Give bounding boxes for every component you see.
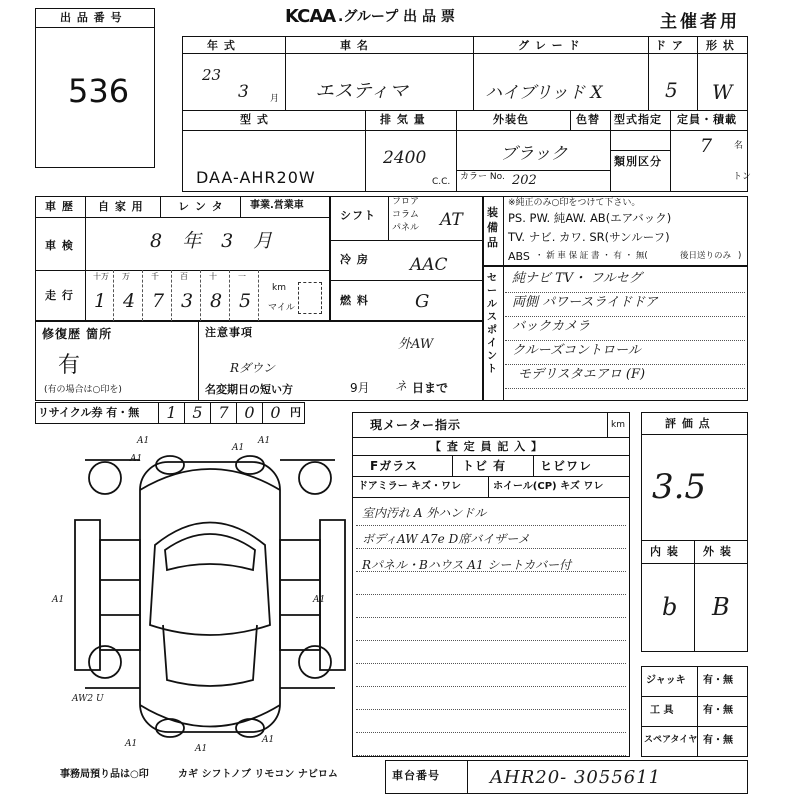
mileage-cell: [172, 270, 201, 321]
ac-label: 冷 房: [340, 253, 369, 266]
year-label: 年 式: [207, 39, 236, 52]
remark-rule: [356, 640, 626, 641]
equipment-note: ※純正のみ○印をつけて下さい。: [508, 198, 641, 208]
inspector-remark: Rパネル・Bハウス A1 シートカバー付: [362, 558, 572, 572]
mileage-unit-label: 十万: [93, 272, 109, 281]
displacement-label: 排 気 量: [380, 113, 426, 126]
divider: [198, 321, 199, 401]
shift-panel: パネル: [392, 223, 420, 233]
divider: [697, 36, 698, 110]
diagram-mark-1: A1: [137, 436, 150, 446]
front-right-lamp: [236, 456, 264, 474]
year-month: 3: [238, 82, 249, 102]
shift-label: シフト: [340, 209, 376, 222]
ac-value: AAC: [410, 255, 448, 275]
diagram-mark-4: A1: [130, 454, 143, 464]
mileage-digit: 3: [181, 290, 194, 312]
organizer-label: 主催者用: [660, 12, 740, 32]
divider: [641, 434, 748, 435]
divider: [330, 280, 483, 281]
logo: KCAA: [285, 6, 336, 27]
inspector-label: 【 査 定 員 記 入 】: [430, 440, 543, 453]
jack-yes-no[interactable]: 有・無: [703, 675, 733, 686]
selling-point: 両側 パワースライドドア: [512, 295, 658, 310]
front-left-wheel: [89, 462, 121, 494]
diagram-mark-9: AW2 U: [72, 694, 104, 704]
diagram-mark-7: A1: [195, 744, 208, 754]
km-checkbox[interactable]: [298, 282, 322, 314]
diagram-mark-5: A1: [52, 595, 65, 605]
remark-rule: [356, 686, 626, 687]
notes-label: 注意事項: [205, 326, 253, 339]
mileage-unit-label: 一: [238, 272, 246, 281]
km-unit: km: [272, 283, 286, 293]
divider: [473, 36, 474, 110]
selling-point: 純ナビ TV・ フルセグ: [512, 271, 642, 286]
remark-rule: [356, 617, 626, 618]
recycle-digit: 1: [158, 402, 184, 424]
exterior-label: 外 装: [703, 545, 732, 558]
divider: [285, 36, 286, 110]
repaint-label: 色替: [576, 113, 600, 126]
selling-point: バックカメラ: [512, 319, 591, 334]
chassis-value: AHR20- 3055611: [490, 767, 662, 788]
divider: [352, 497, 630, 498]
name-change-label: 名変期日の短い方: [205, 383, 293, 396]
name-change-month: 9月: [350, 381, 370, 395]
warranty-later: 後日送りのみ: [680, 251, 732, 261]
diagram-mark-8: A1: [262, 735, 275, 745]
year-era: 23: [202, 66, 222, 84]
color-number-label: カラー No.: [460, 172, 505, 182]
month-unit: 月: [270, 94, 280, 104]
equipment-line-2: TV. ナビ. カワ. SR(サンルーフ): [508, 230, 670, 244]
capacity-unit: 名: [734, 141, 744, 151]
shift-column: コラム: [392, 210, 419, 220]
shape-value: W: [712, 80, 733, 104]
glass-crack: ヒビワレ: [540, 459, 593, 473]
office-note: 事務局預り品は○印: [60, 769, 149, 780]
grade-label: グ レ ー ド: [518, 39, 581, 52]
glass-label: Fガラス: [370, 459, 418, 473]
divider: [352, 455, 630, 456]
rear-line: [140, 705, 280, 727]
history-business: 事業.営業車: [250, 200, 304, 211]
ton-unit: トン: [733, 172, 752, 182]
divider: [35, 27, 155, 28]
selling-point-rule: [505, 388, 745, 389]
car-name-label: 車 名: [340, 39, 369, 52]
mileage-cell: [230, 270, 259, 321]
recycle-unit: 円: [290, 406, 301, 419]
shape-label: 形 状: [706, 39, 735, 52]
divider: [570, 110, 571, 130]
fuel-value: G: [415, 291, 430, 312]
meter-unit: km: [611, 420, 625, 430]
meter-label: 現メーター指示: [370, 418, 462, 432]
equipment-line-1: PS. PW. 純AW. AB(エアバック): [508, 211, 672, 225]
left-side-panel: [100, 540, 140, 650]
mileage-unit-label: 十: [209, 272, 217, 281]
name-change-until: 日まで: [412, 381, 449, 395]
office-items: カギ シフトノブ リモコン ナビロム: [178, 769, 338, 780]
spare-yes-no[interactable]: 有・無: [703, 735, 733, 746]
capacity-value: 7: [700, 135, 713, 157]
divider: [456, 110, 457, 192]
front-left-lamp: [156, 456, 184, 474]
divider: [641, 726, 748, 727]
mileage-cell: [114, 270, 143, 321]
diagram-mark-3: A1: [232, 443, 245, 453]
selling-point-rule: [505, 292, 745, 293]
divider: [694, 540, 695, 652]
divider: [240, 196, 241, 217]
interior-label: 内 装: [650, 545, 679, 558]
type-spec-label: 型式指定: [614, 113, 662, 126]
lot-number-label: 出 品 番 号: [60, 11, 123, 24]
remark-rule: [356, 548, 626, 549]
repair-label: 修復歴 箇所: [42, 327, 113, 341]
recycle-digit: 0: [236, 402, 262, 424]
history-private: 自 家 用: [98, 200, 144, 213]
interior-score: b: [662, 593, 678, 621]
selling-points-label: セールスポイント: [487, 273, 498, 375]
name-change-day: ネ: [395, 379, 408, 393]
mileage-label: 走 行: [45, 289, 74, 302]
diagram-mark-6: A1: [313, 595, 326, 605]
car-body-outline: [140, 462, 280, 732]
diagram-mark-10: A1: [125, 739, 138, 749]
remark-rule: [356, 594, 626, 595]
form-title: .グループ 出 品 票: [338, 9, 455, 25]
spare-label: スペアタイヤ: [644, 735, 698, 745]
inspector-remark: 室内汚れ A 外ハンドル: [362, 506, 487, 520]
rear-left-lamp: [156, 719, 184, 737]
model-value: DAA-AHR20W: [196, 168, 316, 187]
repair-value: 有: [58, 353, 81, 378]
mileage-cell: [201, 270, 230, 321]
divider: [670, 110, 671, 192]
repair-note: (有の場合は○印を): [44, 385, 122, 395]
front-right-wheel: [299, 462, 331, 494]
mileage-digit: 5: [239, 290, 252, 312]
warranty-close: ): [738, 251, 742, 261]
class-label: 類別区分: [614, 155, 662, 168]
mileage-unit-label: 千: [151, 272, 159, 281]
divider: [607, 412, 608, 437]
grade-value: ハイブリッド X: [485, 83, 603, 103]
model-label: 型 式: [240, 113, 269, 126]
divider: [610, 150, 670, 151]
exterior-color-label: 外装色: [493, 113, 529, 126]
remark-rule: [356, 663, 626, 664]
inspector-remark: ボディAW A7e D席バイザーメ: [362, 532, 530, 546]
divider: [641, 696, 748, 697]
shift-floor: フロア: [392, 197, 420, 207]
remark-rule: [356, 525, 626, 526]
divider: [648, 36, 649, 110]
history-label: 車 歴: [45, 200, 74, 213]
divider: [503, 196, 504, 266]
inspection-label: 車 検: [45, 239, 74, 252]
score-label: 評 価 点: [665, 417, 711, 430]
left-fender-outline: [75, 520, 100, 670]
mileage-digit: 8: [210, 290, 223, 312]
fuel-label: 燃 料: [340, 294, 369, 307]
divider: [456, 170, 610, 171]
color-number-value: 202: [512, 173, 537, 188]
history-rental: レ ン タ: [178, 200, 224, 213]
jack-label: ジャッキ: [646, 675, 686, 686]
equipment-abs: ABS: [508, 250, 530, 263]
mile-unit: マイル: [268, 303, 295, 313]
recycle-digit: 0: [262, 402, 288, 424]
windshield: [165, 534, 255, 570]
divider: [610, 110, 611, 192]
selling-point-rule: [505, 364, 745, 365]
capacity-label: 定員・積載: [677, 113, 737, 126]
divider: [365, 110, 366, 192]
selling-point-rule: [505, 316, 745, 317]
mileage-digit: 4: [123, 290, 136, 312]
divider: [182, 53, 748, 54]
recycle-digit: 5: [184, 402, 210, 424]
rear-right-lamp: [236, 719, 264, 737]
mileage-cell: [143, 270, 172, 321]
mileage-cell: [85, 270, 114, 321]
chassis-label: 車台番号: [392, 769, 440, 782]
car-damage-diagram: [45, 430, 355, 760]
mileage-digit: 7: [152, 290, 165, 312]
displacement-unit: C.C.: [432, 177, 451, 187]
door-value: 5: [665, 78, 678, 102]
divider: [352, 437, 630, 438]
car-name-value: エスティマ: [315, 80, 409, 102]
selling-point-rule: [505, 340, 745, 341]
divider: [160, 196, 161, 217]
remark-rule: [356, 709, 626, 710]
lot-number-value: 536: [68, 72, 130, 110]
diagram-mark-2: A1: [258, 436, 271, 446]
remark-rule: [356, 732, 626, 733]
tools-label: 工 具: [650, 705, 674, 716]
equipment-label: 装備品: [487, 206, 499, 249]
door-label: ド ア: [655, 39, 684, 52]
mirror-label: ドアミラー キズ・ワレ: [358, 481, 461, 492]
divider: [388, 196, 389, 240]
inspection-value: 8 年 3 月: [150, 230, 273, 252]
recycle-digit: 7: [210, 402, 236, 424]
warranty-text: ・ 新 車 保 証 書 ・ 有 ・ 無(: [535, 251, 648, 261]
divider: [35, 217, 330, 218]
mileage-unit-label: 百: [180, 272, 188, 281]
recycle-label: リサイクル券 有・無: [38, 406, 140, 419]
tools-yes-no[interactable]: 有・無: [703, 705, 733, 716]
divider: [182, 130, 748, 131]
wheel-label: ホイール(CP) キズ ワレ: [493, 481, 604, 492]
divider: [452, 455, 453, 476]
divider: [330, 240, 483, 241]
divider: [533, 455, 534, 476]
divider: [503, 266, 504, 401]
remark-rule: [356, 755, 626, 756]
shift-value: AT: [440, 210, 463, 230]
mileage-unit-label: 万: [122, 272, 130, 281]
notes-handwritten-1: 外AW: [398, 337, 434, 352]
selling-point: モデリスタエアロ (F): [518, 367, 646, 382]
mileage-digit: 1: [94, 290, 107, 312]
divider: [182, 110, 748, 111]
displacement-value: 2400: [383, 148, 427, 168]
exterior-color-value: ブラック: [500, 144, 568, 164]
notes-handwritten-2: Rダウン: [230, 361, 276, 375]
glass-chip: トビ 有: [462, 459, 507, 473]
divider: [467, 760, 468, 794]
divider: [352, 476, 630, 477]
score-value: 3.5: [652, 467, 707, 507]
divider: [488, 476, 489, 497]
exterior-score: B: [712, 593, 730, 621]
cabin-outline: [150, 523, 270, 636]
selling-point: クルーズコントロール: [512, 343, 641, 358]
